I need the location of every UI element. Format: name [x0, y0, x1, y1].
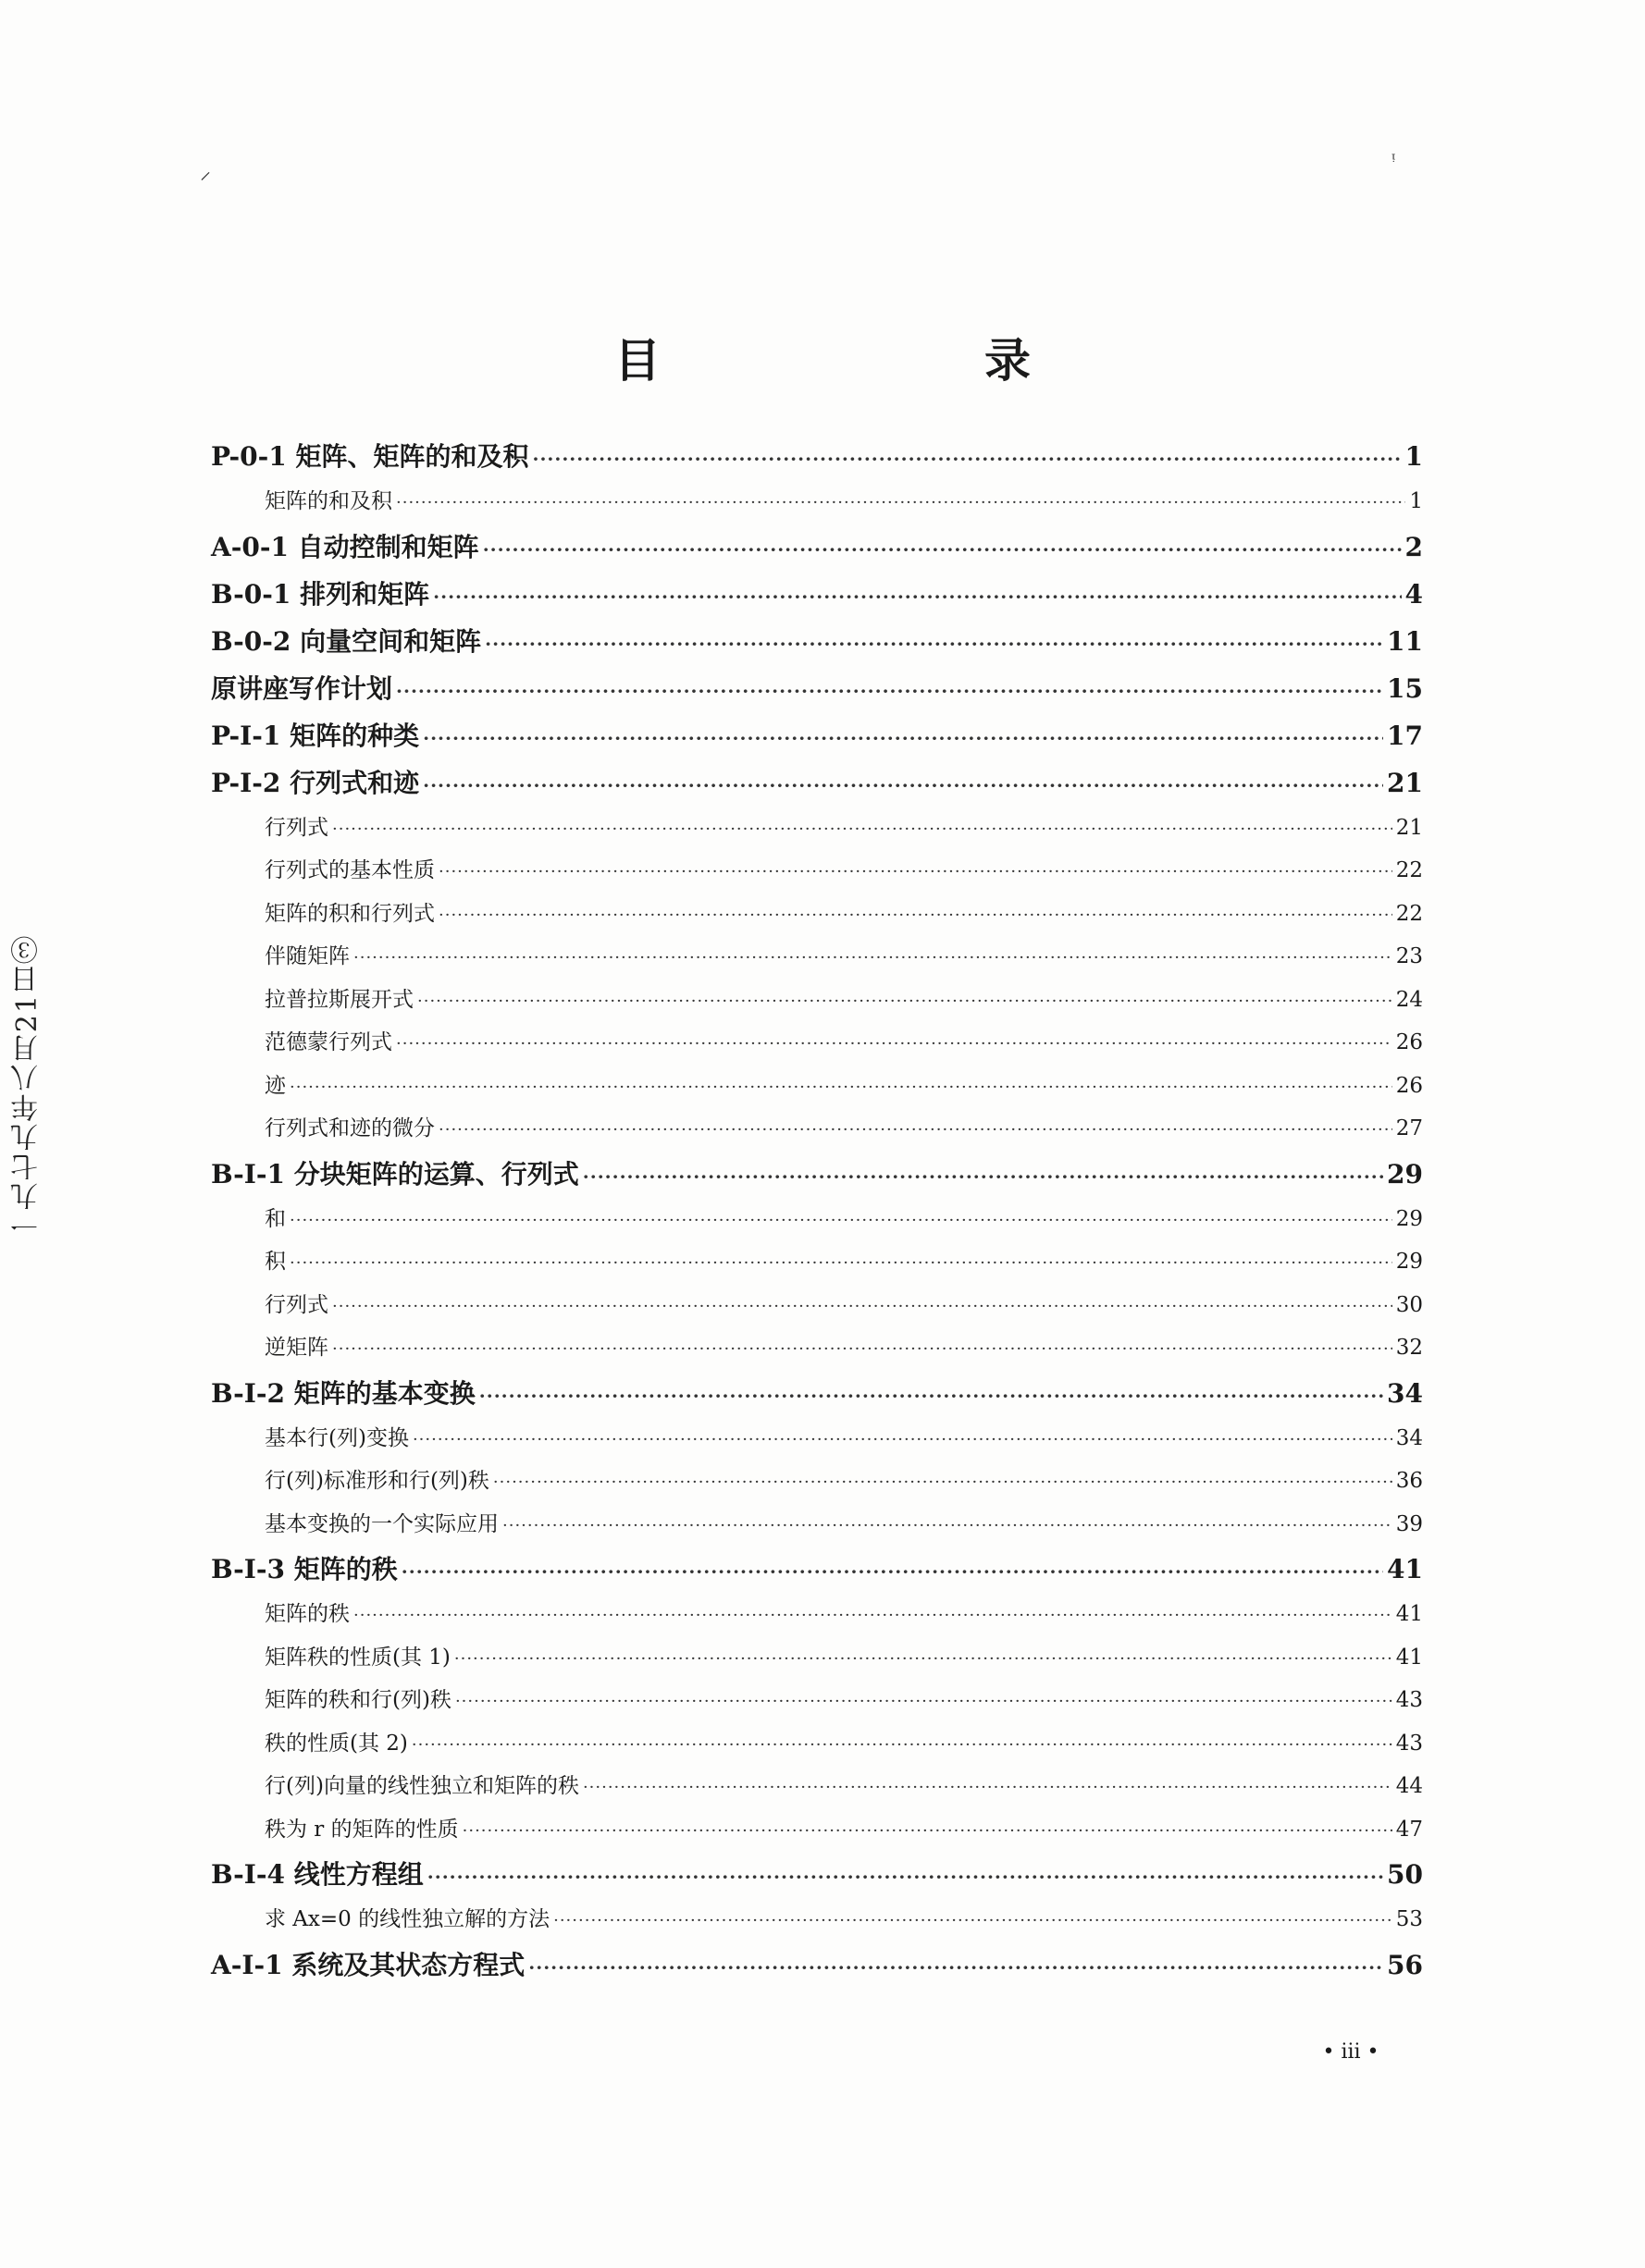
toc-entry-label: B-I-3 矩阵的秩	[211, 1554, 398, 1584]
toc-leader-dots	[412, 1735, 1392, 1755]
toc-leader-dots	[423, 774, 1383, 796]
toc-leader-dots	[332, 1339, 1392, 1359]
toc-subsection[interactable]	[211, 1202, 1423, 1245]
toc-leader-dots	[493, 1473, 1392, 1492]
toc-subsection[interactable]	[211, 1902, 1423, 1945]
toc-leader-dots	[439, 1120, 1392, 1140]
page-number-footer: • iii •	[1322, 2040, 1379, 2064]
toc-entry-page: 29	[1395, 1250, 1423, 1274]
toc-section[interactable]	[211, 669, 1423, 716]
toc-entry-label: 和	[265, 1206, 286, 1231]
toc-entry-page: 29	[1395, 1206, 1423, 1231]
toc-entry-page: 39	[1395, 1511, 1423, 1536]
toc-entry-label: 秩的性质(其 2)	[265, 1731, 408, 1756]
toc-entry-label: B-0-1 排列和矩阵	[211, 578, 430, 610]
toc-section[interactable]	[211, 622, 1423, 669]
toc-entry-page: 24	[1395, 987, 1423, 1012]
toc-subsection[interactable]	[211, 1068, 1423, 1112]
toc-entry-page: 22	[1395, 858, 1423, 882]
stray-mark: ᵎ	[1391, 148, 1395, 170]
toc-leader-dots	[528, 1956, 1383, 1978]
toc-entry-label: 矩阵的秩和行(列)秩	[265, 1688, 451, 1712]
toc-leader-dots	[423, 727, 1383, 749]
toc-entry-page: 11	[1387, 625, 1423, 657]
toc-section[interactable]	[211, 716, 1423, 763]
toc-leader-dots	[479, 1385, 1383, 1407]
toc-entry-page: 44	[1395, 1774, 1423, 1798]
toc-entry-label: 行(列)标准形和行(列)秩	[265, 1469, 489, 1493]
toc-entry-label: 矩阵的积和行列式	[265, 901, 435, 926]
toc-section[interactable]	[211, 574, 1423, 622]
toc-subsection[interactable]	[211, 853, 1423, 896]
toc-entry-label: A-I-1 系统及其状态方程式	[211, 1949, 526, 1980]
toc-leader-dots	[455, 1692, 1392, 1711]
toc-subsection[interactable]	[211, 1812, 1423, 1855]
toc-entry-page: 34	[1387, 1377, 1423, 1409]
toc-entry-label: 积	[265, 1250, 286, 1274]
toc-leader-dots	[553, 1911, 1392, 1930]
toc-leader-dots	[332, 820, 1392, 839]
toc-entry-page: 27	[1395, 1116, 1423, 1140]
toc-leader-dots	[433, 585, 1401, 608]
toc-leader-dots	[454, 1649, 1392, 1669]
toc-leader-dots	[502, 1516, 1392, 1535]
toc-section[interactable]	[211, 1154, 1423, 1202]
toc-entry-page: 41	[1395, 1645, 1423, 1670]
toc-entry-page: 15	[1387, 672, 1423, 704]
toc-entry-label: 伴随矩阵	[265, 944, 350, 968]
toc-leader-dots	[532, 448, 1401, 470]
toc-leader-dots	[413, 1430, 1392, 1449]
toc-section[interactable]	[211, 527, 1423, 574]
toc-section[interactable]	[211, 437, 1423, 484]
toc-entry-page: 21	[1387, 767, 1423, 798]
toc-entry-label: 原讲座写作计划	[211, 672, 393, 704]
toc-entry-page: 43	[1395, 1688, 1423, 1712]
toc-entry-page: 26	[1395, 1073, 1423, 1098]
toc-entry-label: 迹	[265, 1073, 286, 1098]
toc-entry-label: 拉普拉斯展开式	[265, 987, 414, 1012]
toc-entry-label: P-I-1 矩阵的种类	[211, 720, 420, 751]
toc-subsection[interactable]	[211, 1330, 1423, 1374]
toc-entry-page: 32	[1395, 1336, 1423, 1360]
toc-section[interactable]	[211, 1374, 1423, 1421]
toc-entry-label: 逆矩阵	[265, 1336, 328, 1360]
side-stamp: 一九七九年八月21日③	[11, 934, 43, 1240]
toc-entry-label: 基本变换的一个实际应用	[265, 1511, 499, 1536]
page-title: 目 录	[614, 334, 1169, 388]
toc-entry-label: 范德蒙行列式	[265, 1030, 392, 1054]
toc-entry-label: B-I-4 线性方程组	[211, 1859, 424, 1890]
toc-leader-dots	[439, 906, 1392, 925]
toc-leader-dots	[463, 1821, 1392, 1841]
toc-entry-label: 行列式的基本性质	[265, 858, 435, 882]
toc-leader-dots	[332, 1297, 1392, 1316]
toc-leader-dots	[290, 1078, 1392, 1097]
toc-entry-page: 36	[1395, 1469, 1423, 1493]
toc-leader-dots	[427, 1866, 1383, 1888]
toc-subsection[interactable]	[211, 1596, 1423, 1640]
toc-subsection[interactable]	[211, 1288, 1423, 1331]
toc-entry-label: 基本行(列)变换	[265, 1425, 409, 1450]
toc-entry-label: 行列式和迹的微分	[265, 1116, 435, 1140]
toc-entry-label: 秩为 r 的矩阵的性质	[265, 1817, 459, 1842]
toc-entry-label: 行列式	[265, 815, 328, 840]
toc-subsection[interactable]	[211, 1769, 1423, 1812]
toc-leader-dots	[417, 992, 1392, 1011]
toc-subsection[interactable]	[211, 1683, 1423, 1726]
toc-entry-page: 43	[1395, 1731, 1423, 1756]
toc-leader-dots	[396, 493, 1405, 512]
toc-subsection[interactable]	[211, 810, 1423, 854]
table-of-contents	[211, 437, 1423, 1992]
toc-entry-label: 矩阵秩的性质(其 1)	[265, 1645, 451, 1670]
toc-leader-dots	[290, 1211, 1392, 1230]
toc-leader-dots	[583, 1165, 1383, 1188]
toc-entry-label: 矩阵的和及积	[265, 489, 392, 513]
toc-leader-dots	[583, 1778, 1392, 1797]
toc-section[interactable]	[211, 763, 1423, 810]
toc-leader-dots	[485, 633, 1383, 655]
toc-entry-label: 求 Ax=0 的线性独立解的方法	[265, 1907, 550, 1931]
toc-entry-label: A-0-1 自动控制和矩阵	[211, 531, 479, 562]
toc-entry-page: 17	[1387, 720, 1423, 751]
toc-entry-label: B-I-2 矩阵的基本变换	[211, 1377, 476, 1409]
toc-leader-dots	[353, 948, 1392, 968]
toc-subsection[interactable]	[211, 1507, 1423, 1550]
toc-subsection[interactable]	[211, 982, 1423, 1026]
toc-section[interactable]	[211, 1549, 1423, 1596]
toc-entry-page: 1	[1404, 441, 1423, 472]
toc-entry-label: B-0-2 向量空间和矩阵	[211, 625, 482, 657]
toc-entry-page: 1	[1409, 489, 1423, 513]
toc-entry-page: 47	[1395, 1817, 1423, 1842]
toc-subsection[interactable]	[211, 484, 1423, 527]
toc-subsection[interactable]	[211, 1244, 1423, 1288]
toc-entry-page: 50	[1387, 1859, 1423, 1890]
toc-subsection[interactable]	[211, 1640, 1423, 1683]
toc-subsection[interactable]	[211, 1463, 1423, 1507]
toc-entry-page: 26	[1395, 1030, 1423, 1054]
toc-entry-page: 21	[1395, 815, 1423, 840]
toc-section[interactable]	[211, 1855, 1423, 1902]
toc-leader-dots	[290, 1253, 1392, 1273]
toc-entry-page: 34	[1395, 1425, 1423, 1450]
toc-leader-dots	[396, 1034, 1392, 1054]
toc-section[interactable]	[211, 1945, 1423, 1992]
toc-entry-page: 41	[1387, 1554, 1423, 1584]
toc-entry-page: 30	[1395, 1292, 1423, 1317]
toc-leader-dots	[353, 1606, 1392, 1625]
toc-entry-page: 22	[1395, 901, 1423, 926]
toc-entry-page: 53	[1395, 1907, 1423, 1931]
toc-subsection[interactable]	[211, 939, 1423, 982]
toc-entry-page: 56	[1387, 1949, 1423, 1980]
toc-entry-page: 23	[1395, 944, 1423, 968]
toc-subsection[interactable]	[211, 1111, 1423, 1154]
toc-entry-label: P-0-1 矩阵、矩阵的和及积	[211, 441, 529, 472]
toc-leader-dots	[396, 680, 1383, 702]
toc-leader-dots	[483, 538, 1402, 561]
toc-entry-page: 29	[1387, 1158, 1423, 1189]
stray-mark: ⸝	[200, 158, 211, 184]
toc-leader-dots	[439, 862, 1392, 881]
toc-entry-label: 行列式	[265, 1292, 328, 1317]
toc-entry-label: B-I-1 分块矩阵的运算、行列式	[211, 1158, 579, 1189]
toc-entry-label: 矩阵的秩	[265, 1602, 350, 1626]
toc-entry-label: 行(列)向量的线性独立和矩阵的秩	[265, 1774, 579, 1798]
toc-subsection[interactable]	[211, 1726, 1423, 1769]
toc-subsection[interactable]	[211, 1421, 1423, 1464]
toc-entry-page: 41	[1395, 1602, 1423, 1626]
toc-entry-page: 2	[1404, 531, 1423, 562]
toc-leader-dots	[402, 1560, 1383, 1583]
toc-subsection[interactable]	[211, 1025, 1423, 1068]
toc-subsection[interactable]	[211, 896, 1423, 940]
toc-entry-page: 4	[1404, 578, 1423, 610]
toc-entry-label: P-I-2 行列式和迹	[211, 767, 420, 798]
